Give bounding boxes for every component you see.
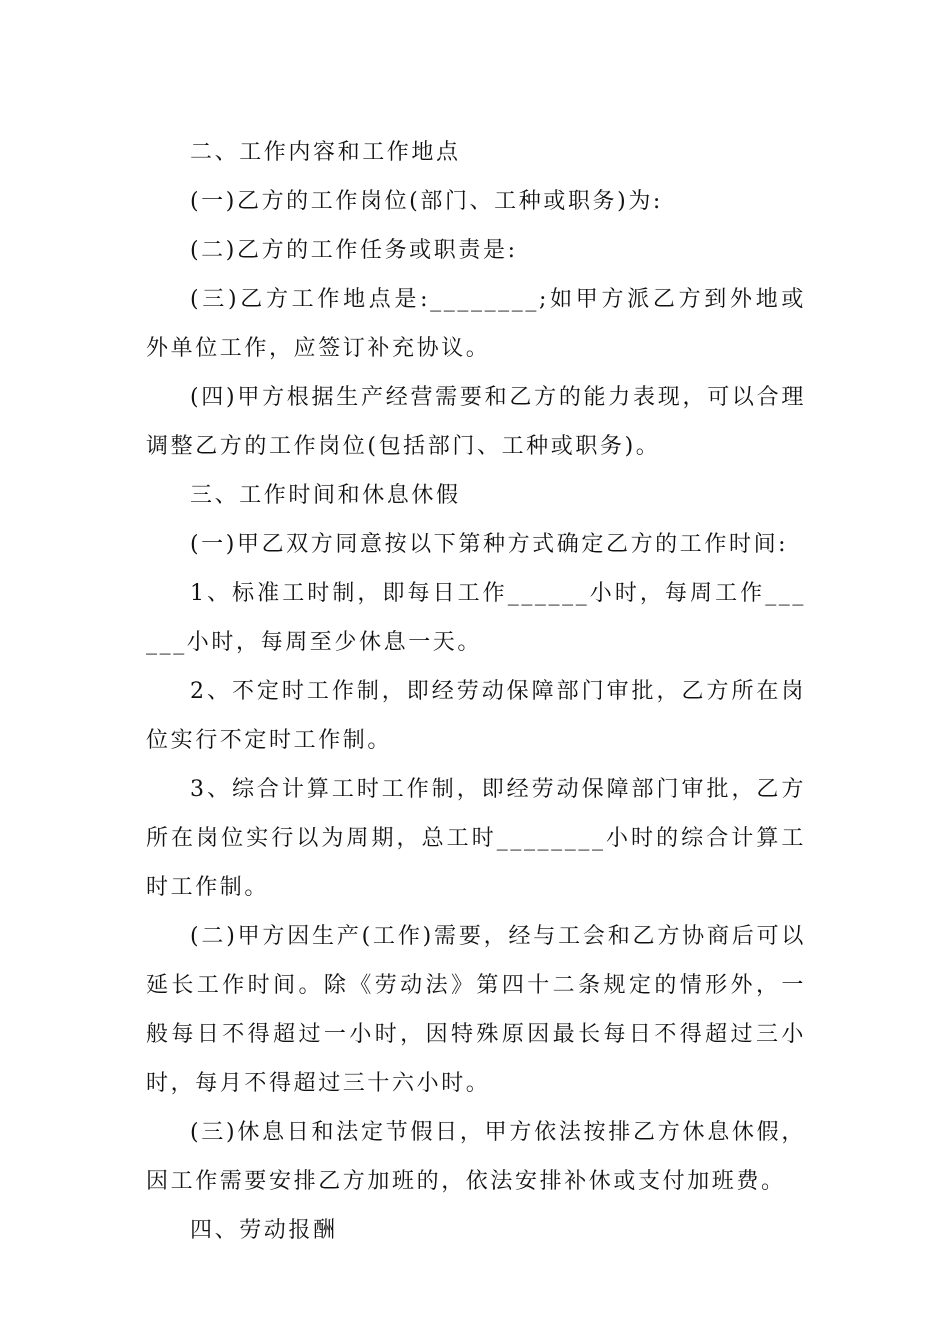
section-heading-working-hours: 三、工作时间和休息休假 [190,483,461,508]
clause-job-duties: (二)乙方的工作任务或职责是: [190,238,518,263]
clause-position-adjustment: (四)甲方根据生产经营需要和乙方的能力表现，可以合理调整乙方的工作岗位(包括部门、工种或职务)。 [146,385,806,459]
section-heading-work-content: 二、工作内容和工作地点 [190,140,461,165]
section-heading-remuneration: 四、劳动报酬 [190,1218,338,1243]
clause-comprehensive-hours: 3、综合计算工时工作制，即经劳动保障部门审批，乙方所在岗位实行以为周期，总工时________小时的综合计算工时工作制。 [146,777,806,900]
document-body [146,128,806,1255]
clause-work-location: (三)乙方工作地点是:________;如甲方派乙方到外地或外单位工作，应签订补充协议。 [146,287,806,361]
clause-rest-days: (三)休息日和法定节假日，甲方依法按排乙方休息休假，因工作需要安排乙方加班的，依法安排补休或支付加班费。 [146,1120,806,1194]
clause-standard-hours: 1、标准工时制，即每日工作______小时，每周工作______小时，每周至少休息一天。 [146,581,806,655]
clause-overtime: (二)甲方因生产(工作)需要，经与工会和乙方协商后可以延长工作时间。除《劳动法》第四十二条规定的情形外，一般每日不得超过一小时，因特殊原因最长每日不得超过三小时，每月不得超过三十六小时。 [146,924,806,1096]
clause-flexible-hours: 2、不定时工作制，即经劳动保障部门审批，乙方所在岗位实行不定时工作制。 [146,679,806,753]
clause-job-position: (一)乙方的工作岗位(部门、工种或职务)为: [190,189,663,214]
clause-working-time-method: (一)甲乙双方同意按以下第种方式确定乙方的工作时间: [190,532,789,557]
